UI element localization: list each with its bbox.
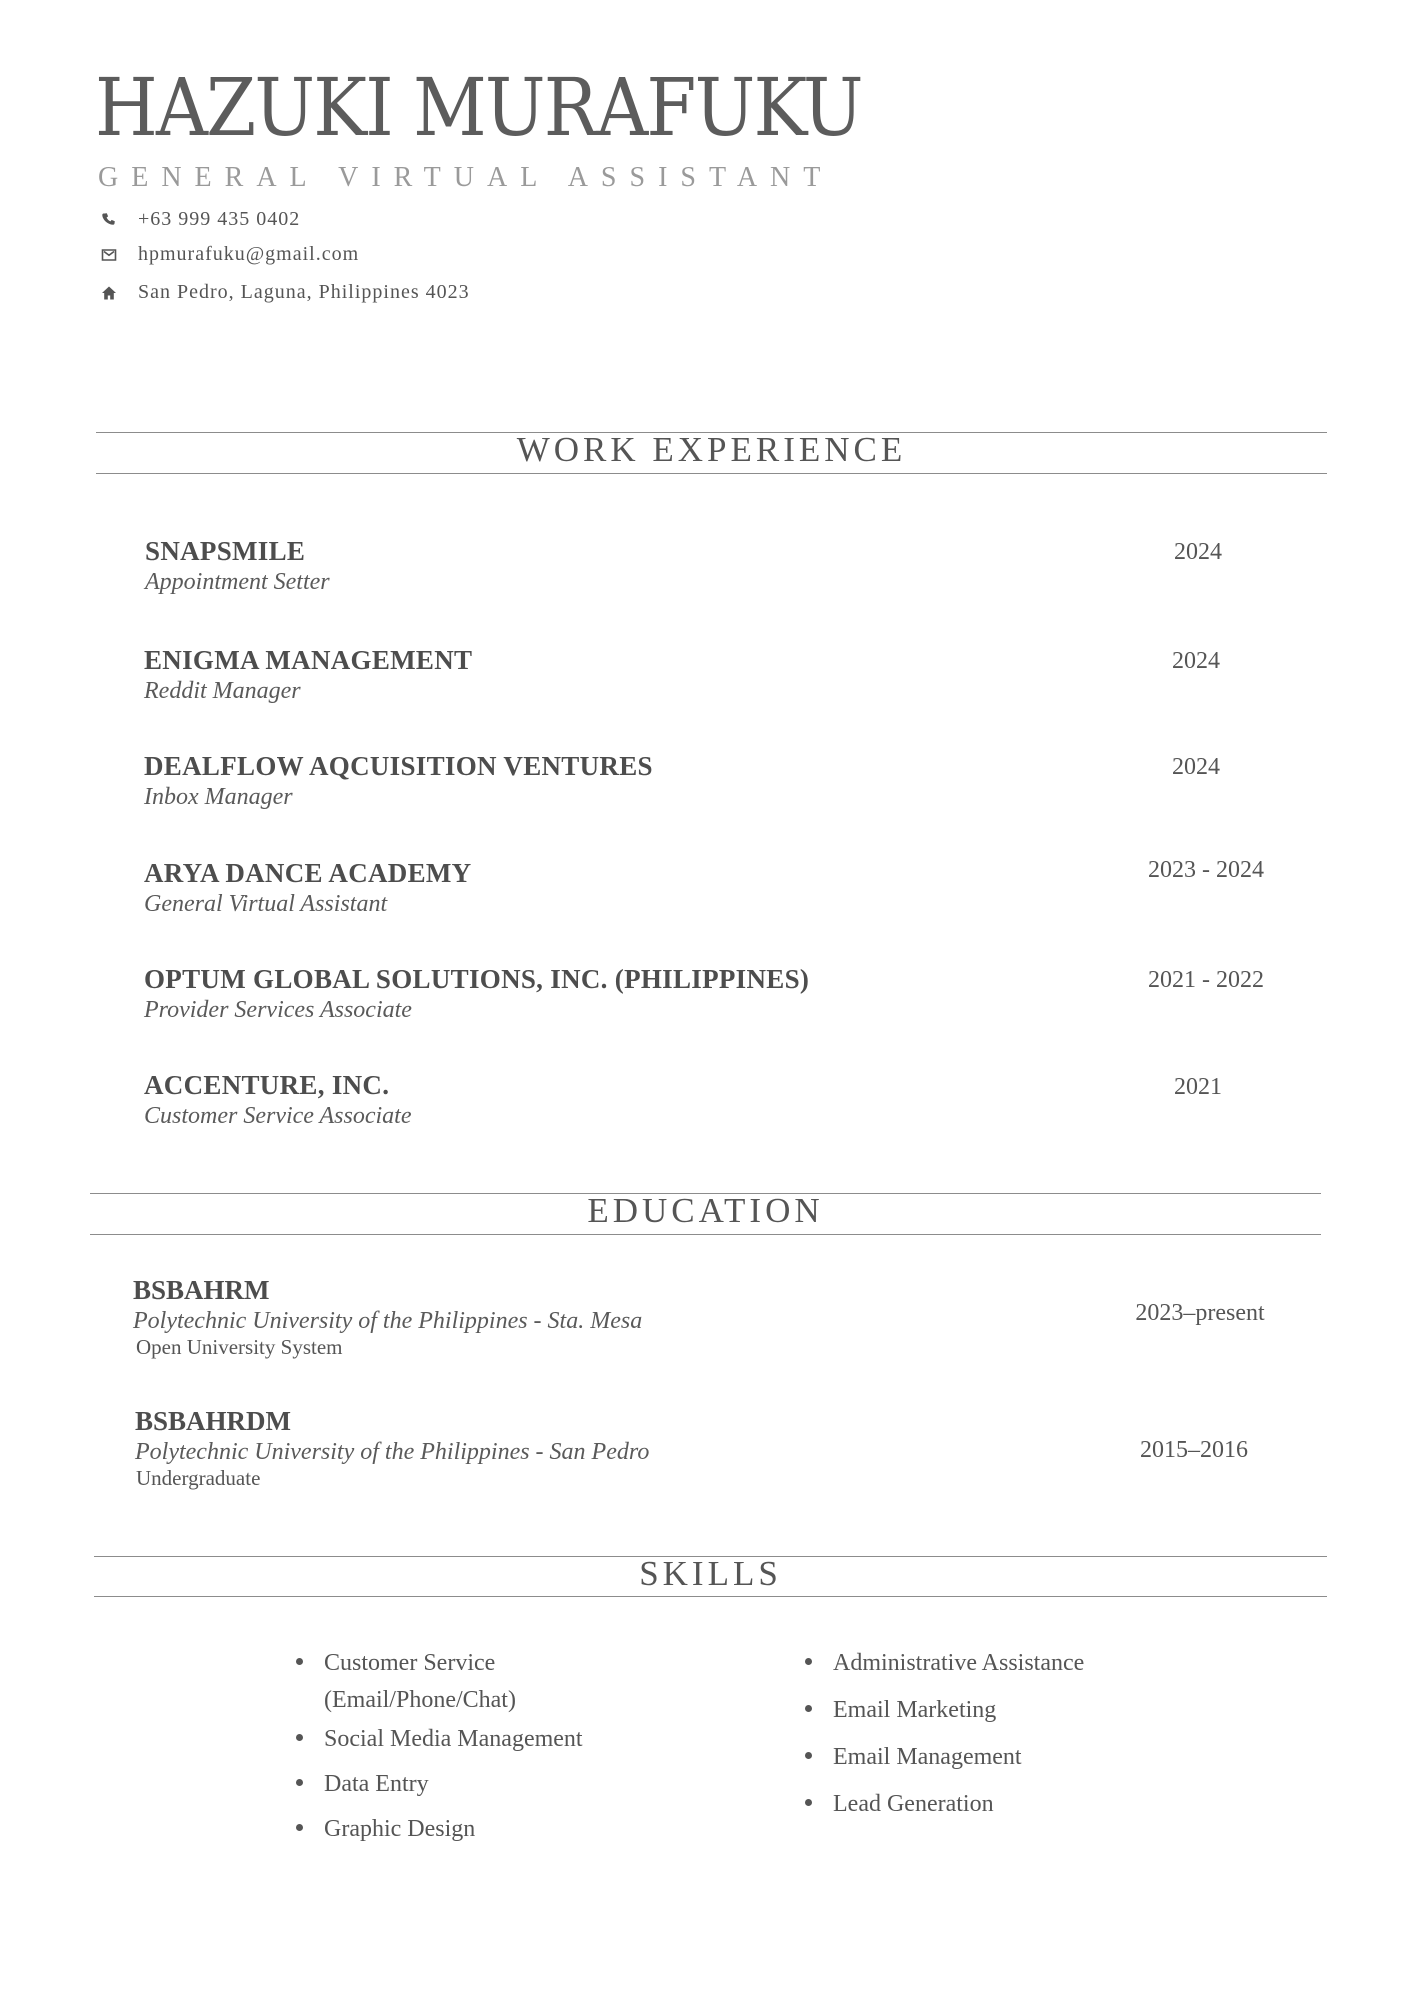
address-text: San Pedro, Laguna, Philippines 4023 — [138, 281, 470, 303]
skill-item: Lead Generation — [803, 1786, 1203, 1823]
degree-name: BSBAHRDM — [135, 1406, 292, 1436]
email-address: hpmurafuku@gmail.com — [138, 243, 360, 265]
resume-name: HAZUKI MURAFUKU — [95, 61, 862, 154]
section-title-skills: SKILLS — [639, 1554, 782, 1593]
job-position: Customer Service Associate — [144, 1103, 412, 1129]
skill-item: Data Entry — [294, 1766, 614, 1803]
work-years: 2024 — [1172, 648, 1220, 674]
work-entry — [144, 645, 472, 705]
divider — [94, 1596, 1327, 1597]
work-years: 2021 — [1174, 1074, 1222, 1100]
work-years: 2024 — [1172, 754, 1220, 780]
job-position: Provider Services Associate — [144, 997, 412, 1023]
skills-list-right — [803, 1645, 1203, 1823]
work-years: 2024 — [1174, 539, 1222, 565]
divider — [90, 1234, 1321, 1235]
company-name: ARYA DANCE ACADEMY — [144, 858, 472, 888]
school-name: Polytechnic University of the Philippines - Sta. Mesa — [133, 1308, 643, 1334]
work-years: 2021 - 2022 — [1148, 967, 1264, 993]
company-name: ENIGMA MANAGEMENT — [144, 645, 473, 675]
company-name: DEALFLOW AQCUISITION VENTURES — [144, 751, 653, 781]
degree-name: BSBAHRM — [133, 1275, 270, 1305]
home-icon — [98, 282, 120, 304]
contact-phone — [98, 208, 300, 231]
education-entry — [135, 1406, 649, 1491]
job-position: Appointment Setter — [145, 569, 330, 595]
job-position: General Virtual Assistant — [144, 891, 388, 917]
mail-icon — [98, 244, 120, 266]
divider — [96, 473, 1327, 474]
job-position: Reddit Manager — [144, 678, 301, 704]
skill-item: Customer Service (Email/Phone/Chat) — [294, 1645, 614, 1719]
work-entry — [144, 1070, 412, 1130]
work-entry — [144, 858, 471, 918]
work-entry — [145, 536, 330, 596]
education-years: 2015–2016 — [1140, 1437, 1248, 1463]
skills-list-left — [294, 1645, 614, 1848]
work-years: 2023 - 2024 — [1148, 857, 1264, 883]
company-name: ACCENTURE, INC. — [144, 1070, 390, 1100]
skill-item: Administrative Assistance — [803, 1645, 1203, 1682]
program-note: Undergraduate — [136, 1466, 261, 1490]
section-title-work: WORK EXPERIENCE — [516, 430, 907, 469]
skill-item: Email Marketing — [803, 1692, 1203, 1729]
school-name: Polytechnic University of the Philippines - San Pedro — [135, 1439, 650, 1465]
job-title: GENERAL VIRTUAL ASSISTANT — [98, 162, 834, 193]
skill-item: Social Media Management — [294, 1721, 614, 1758]
education-entry — [133, 1275, 642, 1360]
skill-item: Email Management — [803, 1739, 1203, 1776]
contact-email — [98, 243, 359, 266]
work-entry — [144, 751, 653, 811]
work-entry — [144, 964, 809, 1024]
education-years: 2023–present — [1135, 1300, 1265, 1326]
company-name: SNAPSMILE — [145, 536, 306, 566]
skill-item: Graphic Design — [294, 1811, 614, 1848]
company-name: OPTUM GLOBAL SOLUTIONS, INC. (PHILIPPINES) — [144, 964, 810, 994]
phone-icon — [98, 209, 120, 231]
contact-address — [98, 281, 470, 304]
section-title-education: EDUCATION — [587, 1191, 824, 1230]
program-note: Open University System — [136, 1335, 343, 1359]
job-position: Inbox Manager — [144, 784, 293, 810]
phone-number: +63 999 435 0402 — [138, 208, 301, 230]
